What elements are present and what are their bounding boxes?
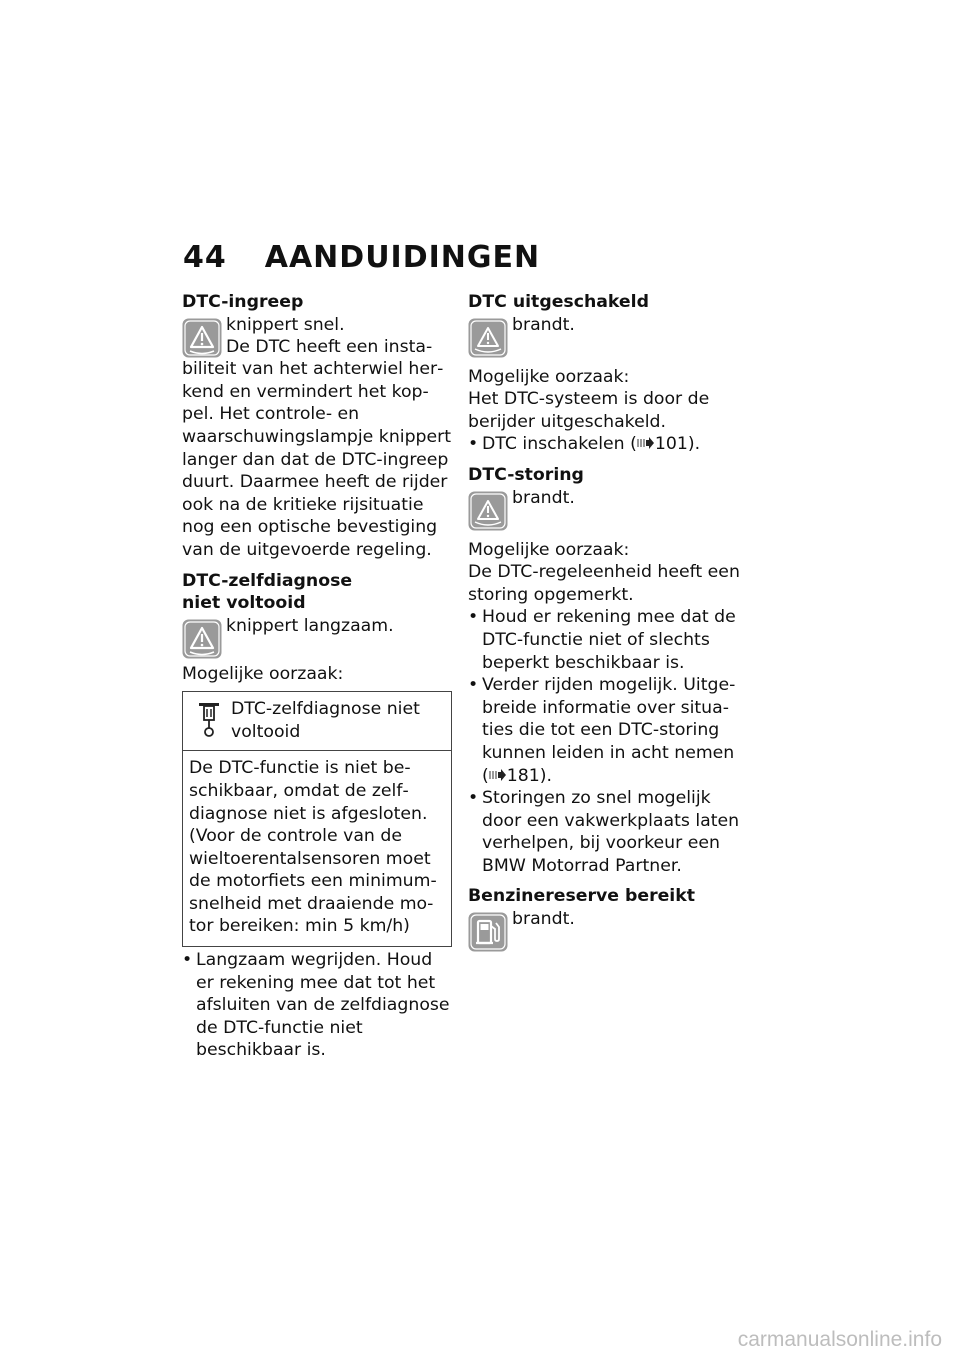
dtc-fault-status: brandt. xyxy=(512,487,575,508)
page-title: AANDUIDINGEN xyxy=(264,240,541,275)
page-number: 44 xyxy=(183,240,227,275)
bullet-dot: • xyxy=(468,607,479,628)
page-reference[interactable]: 181). xyxy=(506,765,552,786)
dtc-off-icon xyxy=(468,318,508,358)
section-title-dtc-ingreep: DTC-ingreep xyxy=(182,292,304,312)
list-item xyxy=(468,674,740,787)
dtc-off-description: Het DTC-systeem is door de berijder uitgeschakeld. xyxy=(468,389,710,432)
cause-table-title: DTC-zelfdiagnose niet voltooid xyxy=(231,699,420,742)
cause-table-header xyxy=(183,692,451,751)
left-column xyxy=(182,291,452,1062)
dtc-off-status: brandt. xyxy=(512,314,575,335)
section-title-zelfdiagnose: DTC-zelfdiagnose niet voltooid xyxy=(182,570,353,614)
page-reference-arrow-icon xyxy=(489,768,507,782)
list-item xyxy=(468,787,740,877)
bullet-dot: • xyxy=(468,675,479,696)
zelfdiagnose-indicator xyxy=(182,615,452,655)
dtc-fault-description: De DTC-regeleenheid heeft een storing opgemerkt. xyxy=(468,562,740,605)
dtc-warning-icon xyxy=(182,318,222,358)
cause-table-body: De DTC-functie is niet beschikbaar, omdat de zelfdiagnose niet is afgesloten. (Voor de controle van de wieltoerentalsensoren moet de motorfiets een minimumsnelheid met draaiende motor bereiken: min 5 km/h) xyxy=(189,758,437,937)
dtc-warning-icon xyxy=(182,619,222,659)
fuel-pump-icon xyxy=(468,912,508,952)
bullet-dot: • xyxy=(468,788,479,809)
dtc-fault-icon xyxy=(468,491,508,531)
list-item-text: Langzaam wegrijden. Houd er rekening mee dat tot het afsluiten van de zelfdiagnose de DTC-functie niet beschikbaar is. xyxy=(196,950,450,1061)
watermark: carmanualsonline.info xyxy=(737,1328,942,1351)
bullet-dot: • xyxy=(468,434,479,455)
diagnosis-info-icon xyxy=(197,702,221,738)
cause-label: Mogelijke oorzaak: xyxy=(468,539,630,560)
right-column xyxy=(468,291,740,948)
zelfdiagnose-status: knippert langzaam. xyxy=(226,615,394,636)
section-title-dtc-uitgeschakeld: DTC uitgeschakeld xyxy=(468,292,649,312)
list-item xyxy=(468,606,740,674)
list-item-text: Houd er rekening mee dat de DTC-functie niet of slechts beperkt beschikbaar is. xyxy=(482,607,736,673)
cause-table xyxy=(182,691,452,947)
cause-label: Mogelijke oorzaak: xyxy=(468,366,630,387)
dtc-fault-indicator xyxy=(468,487,740,527)
fuel-reserve-indicator xyxy=(468,908,740,948)
bullet-dot: • xyxy=(182,950,193,971)
list-item xyxy=(468,433,740,456)
dtc-off-indicator xyxy=(468,314,740,354)
page-reference-arrow-icon xyxy=(637,436,655,450)
dtc-ingreep-status: knippert snel. xyxy=(226,314,345,335)
fuel-reserve-status: brandt. xyxy=(512,909,575,930)
page-header xyxy=(183,240,540,275)
list-item xyxy=(182,949,452,1062)
section-title-dtc-storing: DTC-storing xyxy=(468,464,584,485)
dtc-ingreep-indicator xyxy=(182,314,452,354)
dtc-ingreep-description: De DTC heeft een instabiliteit van het achterwiel herkend en vermindert het koppel. Het controle- en waarschuwingslampje knippert langer dan dat de DTC-ingreep duurt. Daarmee heeft de rijder ook na de kritieke rijsituatie nog een optische bevestiging van de uitgevoerde regeling. xyxy=(182,336,452,560)
cause-label: Mogelijke oorzaak: xyxy=(182,663,344,684)
section-title-benzinereserve: Benzinereserve bereikt xyxy=(468,886,695,907)
list-item-text: Storingen zo snel mogelijk door een vakwerkplaats laten verhelpen, bij voorkeur een BMW Motorrad Partner. xyxy=(482,788,740,876)
page-reference[interactable]: 101). xyxy=(654,434,701,455)
list-item-text: Verder rijden mogelijk. Uitgebreide informatie over situaties die tot een DTC-storing kunnen leiden in acht nemen ( xyxy=(482,675,736,786)
list-item-text: DTC inschakelen ( xyxy=(482,434,637,455)
